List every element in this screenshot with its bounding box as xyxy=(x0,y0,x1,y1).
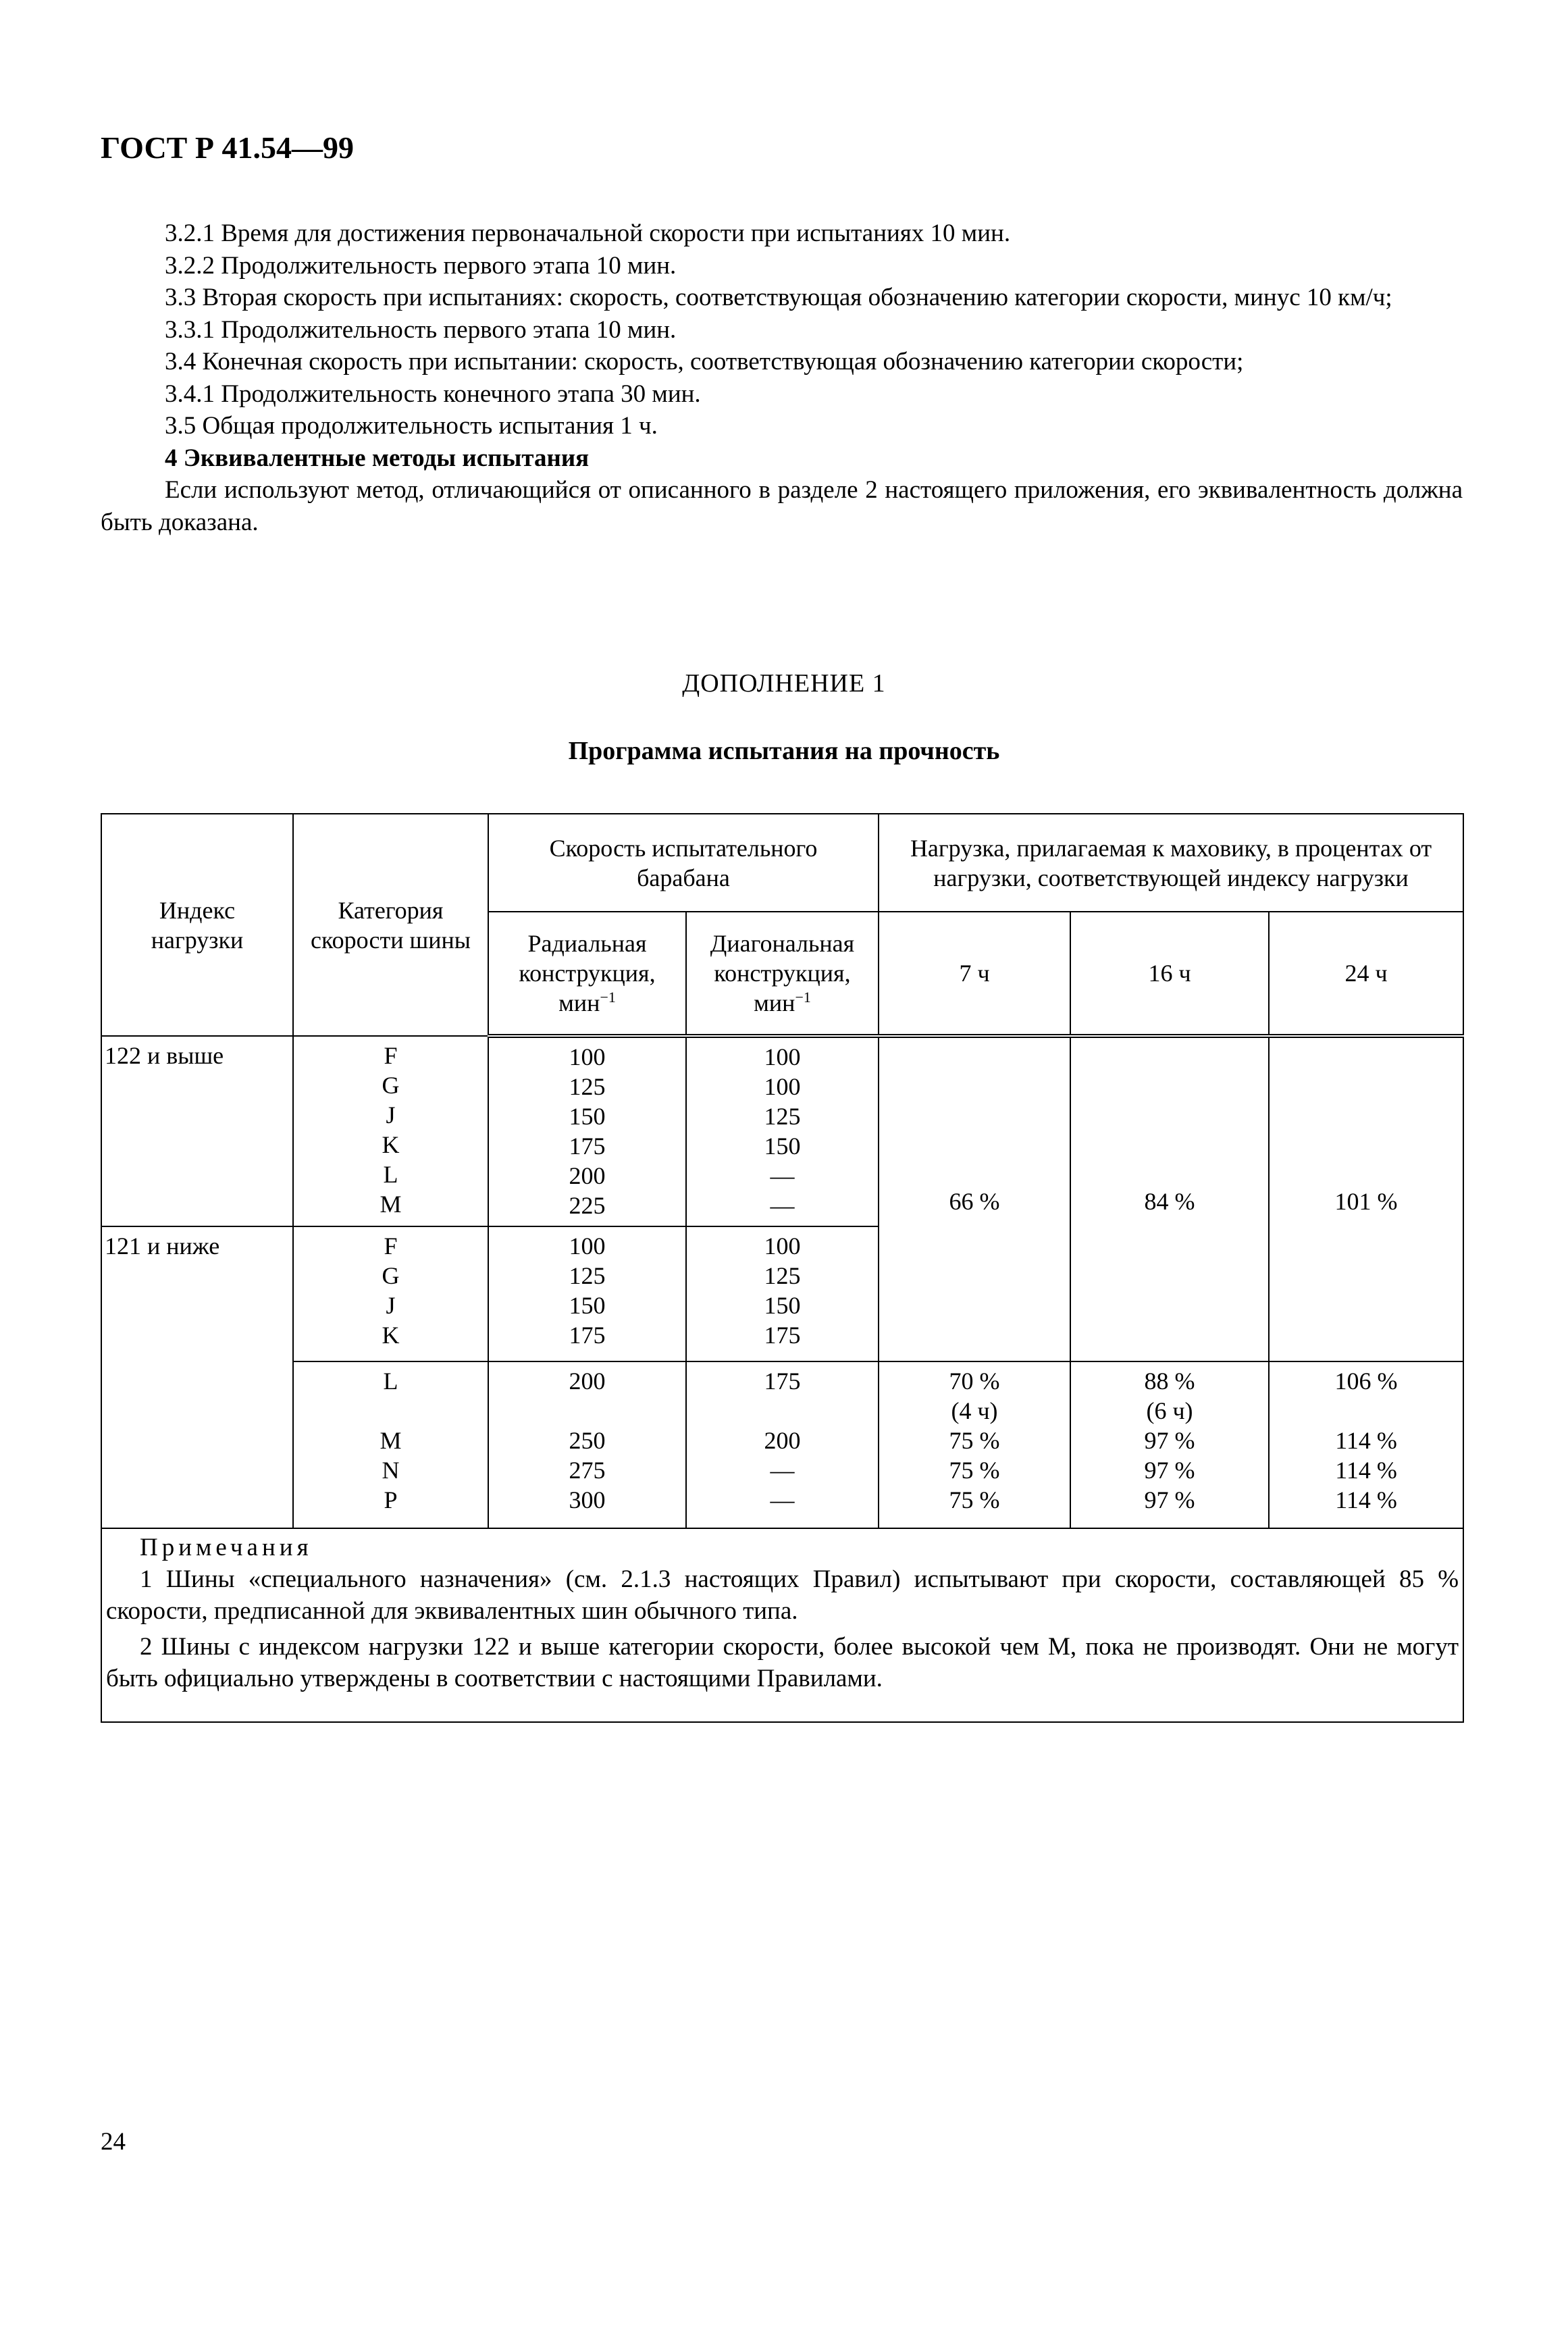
group-b-radial: 100 125 150 175 xyxy=(488,1226,686,1361)
header-radial-text: Радиальная конструкция, мин xyxy=(519,930,656,1016)
note-2: 2 Шины с индексом нагрузки 122 и выше категории скорости, более высокой чем M, пока не производят. Они не могут быть официально утверждены в соответствии с настоящими Правилами. xyxy=(106,1633,1459,1692)
page-number: 24 xyxy=(101,2128,126,2156)
note-1: 1 Шины «специального назначения» (см. 2.1.3 настоящих Правил) испытывают при скорости, составляющей 85 % скорости, предписанной для эквивалентных шин обычного типа. xyxy=(106,1565,1459,1625)
group-c-radial: 200 250 275 300 xyxy=(488,1361,686,1528)
header-load-percent: Нагрузка, прилагаемая к маховику, в процентах от нагрузки, соответствующей индексу нагрузки xyxy=(879,814,1463,912)
header-diagonal-text: Диагональная конструкция, мин xyxy=(710,930,855,1016)
header-16h: 16 ч xyxy=(1070,912,1269,1036)
header-drum-speed: Скорость испытательного барабана xyxy=(488,814,879,912)
paragraph-3-3: 3.3 Вторая скорость при испытаниях: скорость, соответствующая обозначению категории скорости, минус 10 км/ч; xyxy=(165,284,1392,311)
paragraph-3-2-1: 3.2.1 Время для достижения первоначальной скорости при испытаниях 10 мин. xyxy=(165,219,1011,247)
paragraph-3-3-1: 3.3.1 Продолжительность первого этапа 10 мин. xyxy=(165,315,677,344)
group-b-categories: F G J K xyxy=(293,1226,488,1361)
annex-title: Программа испытания на прочность xyxy=(568,737,1000,765)
paragraph-3-2-2: 3.2.2 Продолжительность первого этапа 10 мин. xyxy=(165,251,677,280)
group-c-24h: 106 % 114 % 114 % 114 % xyxy=(1269,1361,1463,1528)
header-7h: 7 ч xyxy=(879,912,1070,1036)
section-4-heading: 4 Эквивалентные методы испытания xyxy=(165,444,590,472)
group-a-diagonal: 100 100 125 150 — — xyxy=(686,1036,879,1226)
merged-16h: 84 % xyxy=(1070,1036,1269,1361)
merged-24h: 101 % xyxy=(1269,1036,1463,1361)
body-text xyxy=(101,217,1463,538)
group-a-radial: 100 125 150 175 200 225 xyxy=(488,1036,686,1226)
group-c-7h: 70 % (4 ч) 75 % 75 % 75 % xyxy=(879,1361,1070,1528)
header-diagonal xyxy=(686,912,879,1036)
annex-label: ДОПОЛНЕНИЕ 1 xyxy=(682,669,886,698)
group-b-diagonal: 100 125 150 175 xyxy=(686,1226,879,1361)
paragraph-3-5: 3.5 Общая продолжительность испытания 1 ч. xyxy=(165,412,658,440)
notes-title: Примечания xyxy=(140,1534,313,1561)
header-load-index: Индекс нагрузки xyxy=(101,814,293,1036)
table-notes xyxy=(101,1528,1463,1722)
group-a-categories: F G J K L M xyxy=(293,1036,488,1226)
group-b-index: 121 и ниже xyxy=(101,1226,293,1528)
merged-7h: 66 % xyxy=(879,1036,1070,1361)
unit-superscript: −1 xyxy=(600,989,616,1006)
paragraph-3-4: 3.4 Конечная скорость при испытании: скорость, соответствующая обозначению категории скорости; xyxy=(165,348,1244,375)
document-code: ГОСТ Р 41.54—99 xyxy=(101,130,354,165)
group-c-diagonal: 175 200 — — xyxy=(686,1361,879,1528)
header-speed-category: Категория скорости шины xyxy=(293,814,488,1036)
unit-superscript: −1 xyxy=(795,989,811,1006)
paragraph-3-4-1: 3.4.1 Продолжительность конечного этапа 30 мин. xyxy=(165,380,701,408)
header-24h: 24 ч xyxy=(1269,912,1463,1036)
group-c-16h: 88 % (6 ч) 97 % 97 % 97 % xyxy=(1070,1361,1269,1528)
paragraph-4: Если используют метод, отличающийся от описанного в разделе 2 настоящего приложения, его эквивалентность должна быть доказана. xyxy=(101,476,1463,536)
group-a-index: 122 и выше xyxy=(101,1036,293,1226)
strength-test-table xyxy=(101,813,1464,1723)
header-radial xyxy=(488,912,686,1036)
group-c-categories: L M N P xyxy=(293,1361,488,1528)
